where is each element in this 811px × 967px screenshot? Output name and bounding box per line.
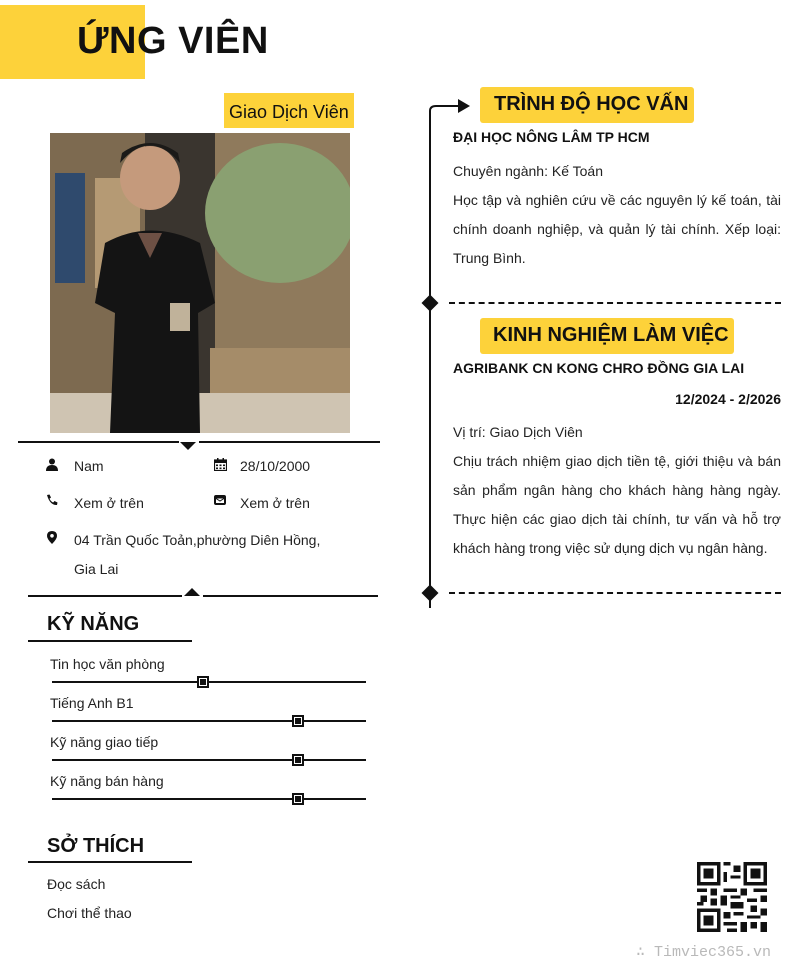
info-divider-top — [18, 441, 179, 443]
education-description: Học tập và nghiên cứu về các nguyên lý kế toán, tài chính doanh nghiệp, và quản lý tài chính. Xếp loại: Trung Bình. — [453, 192, 781, 266]
experience-description: Chịu trách nhiệm giao dịch tiền tệ, giới thiệu và bán sản phẩm ngân hàng cho khách hàng hàng ngày. Thực hiện các giao dịch tài chính, tư vấn và hỗ trợ khách hàng trong việc sử dụng dịch vụ ngân hàng. — [453, 453, 781, 556]
envelope-icon — [213, 494, 227, 508]
calendar-icon — [213, 458, 227, 472]
candidate-photo — [50, 133, 350, 433]
section-divider — [449, 592, 781, 594]
timeline-node — [422, 295, 439, 312]
skill-level-marker — [197, 676, 209, 688]
info-divider-top-right — [199, 441, 380, 443]
divider-arrow-down — [180, 442, 196, 450]
experience-period: 12/2024 - 2/2026 — [675, 391, 781, 407]
address-line2: Gia Lai — [74, 561, 119, 577]
skill-bar — [52, 720, 366, 722]
experience-role: Vị trí: Giao Dịch Viên — [453, 424, 583, 440]
skill-label: Kỹ năng bán hàng — [50, 773, 164, 789]
watermark: ∴ Timviec365.vn — [636, 944, 772, 961]
info-divider-bottom — [28, 595, 182, 597]
hobbies-title: SỞ THÍCH — [47, 835, 145, 857]
section-divider — [449, 302, 781, 304]
skill-bar — [52, 798, 366, 800]
position-badge: Giao Dịch Viên — [224, 93, 354, 128]
education-school: ĐẠI HỌC NÔNG LÂM TP HCM — [453, 129, 650, 145]
skill-bar — [52, 759, 366, 761]
birthday-value: 28/10/2000 — [240, 458, 311, 474]
skill-label: Kỹ năng giao tiếp — [50, 734, 159, 750]
skills-title-underline — [28, 640, 192, 642]
experience-company: AGRIBANK CN KONG CHRO ĐỒNG GIA LAI — [453, 360, 745, 376]
hobby-item: Chơi thể thao — [47, 905, 132, 921]
hobby-item: Đọc sách — [47, 876, 106, 892]
timeline-node — [422, 585, 439, 602]
skill-label: Tin học văn phòng — [50, 656, 165, 672]
experience-title: KINH NGHIỆM LÀM VIỆC — [493, 324, 729, 346]
timeline-arrow — [428, 97, 472, 117]
info-divider-bottom-right — [203, 595, 378, 597]
divider-arrow-up — [184, 588, 200, 596]
skills-title: KỸ NĂNG — [47, 613, 140, 635]
qr-code — [697, 862, 767, 932]
phone-value: Xem ở trên — [74, 495, 144, 511]
hobbies-title-underline — [28, 861, 192, 863]
skill-bar — [52, 681, 366, 683]
education-major: Chuyên ngành: Kế Toán — [453, 163, 603, 179]
skill-label: Tiếng Anh B1 — [50, 695, 134, 711]
phone-icon — [45, 494, 59, 508]
skill-level-marker — [292, 754, 304, 766]
candidate-name: ỨNG VIÊN — [77, 20, 269, 62]
address-line1: 04 Trần Quốc Toản,phường Diên Hồng, — [74, 532, 321, 548]
education-title: TRÌNH ĐỘ HỌC VẤN — [494, 93, 689, 115]
skill-level-marker — [292, 715, 304, 727]
timeline-line — [429, 116, 431, 608]
skill-level-marker — [292, 793, 304, 805]
email-value: Xem ở trên — [240, 495, 310, 511]
map-marker-icon — [45, 531, 59, 545]
gender-value: Nam — [74, 458, 104, 474]
user-icon — [45, 458, 59, 472]
